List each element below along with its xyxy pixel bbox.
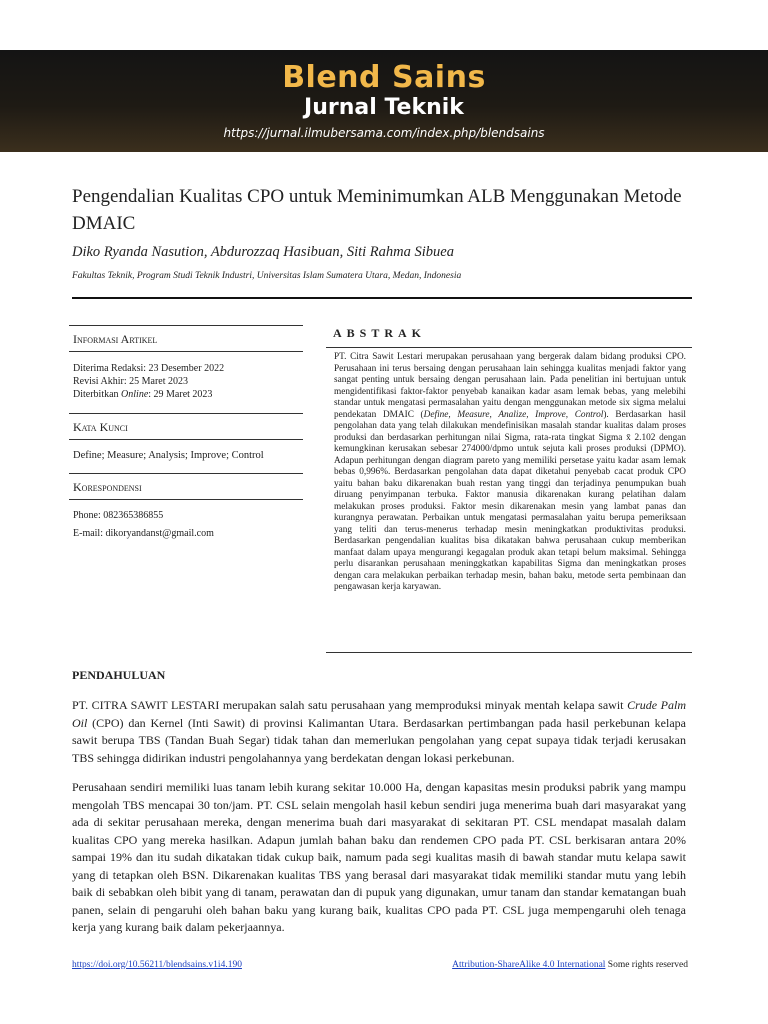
page-footer bbox=[72, 958, 688, 972]
article-info-sidebar bbox=[69, 325, 303, 548]
info-dates bbox=[69, 352, 303, 413]
journal-title: Blend Sains bbox=[282, 60, 486, 95]
correspondence-heading: Korespondensi bbox=[69, 473, 303, 500]
introduction-paragraph-1: PT. CITRA SAWIT LESTARI merupakan salah satu perusahaan yang memproduksi minyak mentah kelapa sawit Crude Palm Oil (CPO) dan Kernel (Inti Sawit) di provinsi Kalimantan Utara. Berdasarkan pertimbangan pada hasil perkebunan kelapa sawit berupa TBS (Tandan Buah Segar) tidak tahan dan memerlukan pengolahan yang cepat supaya tidak terjadi kerusakan TBS sehingga didirikan industri pengolahannya yang berdekatan dengan lokasi perkebunan. bbox=[72, 698, 686, 765]
revised-date: Revisi Akhir: 25 Maret 2023 bbox=[73, 376, 188, 387]
license-info bbox=[452, 958, 688, 972]
article-title: Pengendalian Kualitas CPO untuk Meminimumkan ALB Menggunakan Metode DMAIC bbox=[72, 186, 682, 234]
abstract-heading: ABSTRAK bbox=[333, 326, 427, 340]
info-heading: Informasi Artikel bbox=[69, 325, 303, 352]
doi-link[interactable]: https://doi.org/10.56211/blendsains.v1i4.190 bbox=[72, 960, 242, 970]
rights-text: Some rights reserved bbox=[605, 960, 688, 970]
journal-subtitle: Jurnal Teknik bbox=[304, 95, 464, 120]
email[interactable]: E-mail: dikoryandanst@gmail.com bbox=[73, 528, 214, 539]
introduction-body bbox=[72, 697, 686, 949]
keywords-text: Define; Measure; Analysis; Improve; Control bbox=[73, 450, 264, 461]
article-authors: Diko Ryanda Nasution, Abdurozzaq Hasibuan, Siti Rahma Sibuea bbox=[72, 244, 454, 260]
introduction-paragraph-2: Perusahaan sendiri memiliki luas tanam lebih kurang sekitar 10.000 Ha, dengan kapasitas mesin produksi pabrik yang mampu mengolah TBS mencapai 30 ton/jam. PT. CSL selain mengolah hasil kebun sendiri juga menerima buah dari masyarakat yang ada di sekitar perusahaan mereka, dengan menerima buah dari masyarakat di sekitaran PT. CSL mendapat masalah dalam kualitas CPO yang mereka hasilkan. Adapun jumlah bahan baku dan rendemen CPO pada PT. CSL berkisaran antara 20% sampai 19% dan itu sudah dikatakan tidak cukup baik, namum pada segi kualitas masih di bawah standar mutu kelapa sawit yang di tetapkan oleh BSN. Dikarenakan kualitas TBS yang berasal dari masyarakat tidak memiliki standar mutu yang lebih baik di sebabkan oleh bibit yang di tanam, perawatan dan di pupuk yang digunakan, umur tanam dan standar kematangan buah panen, selain di pengaruhi oleh bahan baku yang kurang baik, kualitas CPO pada PT. CSL juga mempengaruhi oleh tenaga kerja yang kurang baik dalam pekerjaannya. bbox=[72, 780, 686, 934]
phone: Phone: 082365386855 bbox=[73, 510, 164, 521]
correspondence-details bbox=[69, 500, 303, 548]
article-affiliation: Fakultas Teknik, Program Studi Teknik Industri, Universitas Islam Sumatera Utara, Medan, Indonesia bbox=[72, 271, 462, 281]
keywords-heading: Kata Kunci bbox=[69, 413, 303, 440]
license-link[interactable]: Attribution-ShareAlike 4.0 International bbox=[452, 960, 606, 970]
header-divider bbox=[72, 297, 692, 299]
abstract-text: PT. Citra Sawit Lestari merupakan perusahaan yang bergerak dalam bidang produksi CPO. Perusahaan ini terus bersaing dengan perusahaan lain sehingga kualitas menjadi faktor yang sangat penting untuk bersaing dengan perusahaan lain. Pada penelitian ini bertujuan untuk mengidentifikasi faktor-faktor penyebab kanaikan kadar asam lemak bebas, yang melebihi standar untuk mengatasi permasalahan yaitu dengan menggunakan metode six sigma melalui pendekatan DMAIC (Define, Measure, Analize, Improve, Control). Berdasarkan hasil pengolahan data yang telah dilakukan mendefinisikan masalah standar kualitas dalam proses produksi dan berdasarkan perhitungan nilai Sigma, rata-rata tingkat Sigma x̄ 2.102 dengan kemungkinan kerusakan sebesar 274000/dpmo untuk sejuta kali proses produksi (DPMO). Adapun perhitungan dengan diagram pareto yang memiliki persetase yaitu kadar asam lemak bebas 0,996%. Berdasarkan pengolahan data dapat diketahui penyebab cacat produk CPO yaitu bahan baku dikarenakan buah restan yang tinggi dan terjadinya penumpukan buah diruang penyimpanan terbuka. Faktor manusia dikarenakan kurang pelatihan dalam melakukan proses produksi. Faktor mesin dikarenakan mesin yang lambat panas dan kurangnya perawatan. Perbaikan untuk mengatasi permasalahan yaitu berupa pemeriksaan yang teliti dan terus-menerus terhadap mesin meningkatkan produktivitas produksi. Berdasarkan pengendalian kualitas bisa dikatakan bahwa perusahaan cukup memberikan manfaat dalam upaya mengurangi kegagalan produk akan tetapi belum maksimal. Sehingga perlu disarankan perusahaan meninggkatkan kapabilitas Sigma dan meningkatkan proses dengan cara melakukan perbaikan terhadap mesin, bahan baku, metode serta pembinaan dan pengawasan kerja karyawan. bbox=[326, 347, 692, 653]
published-date: Diterbitkan Online: 29 Maret 2023 bbox=[73, 389, 213, 400]
journal-banner bbox=[0, 50, 768, 152]
received-date: Diterima Redaksi: 23 Desember 2022 bbox=[73, 363, 225, 374]
journal-url[interactable]: https://jurnal.ilmubersama.com/index.php/blendsains bbox=[223, 126, 545, 140]
introduction-heading: PENDAHULUAN bbox=[72, 668, 166, 682]
